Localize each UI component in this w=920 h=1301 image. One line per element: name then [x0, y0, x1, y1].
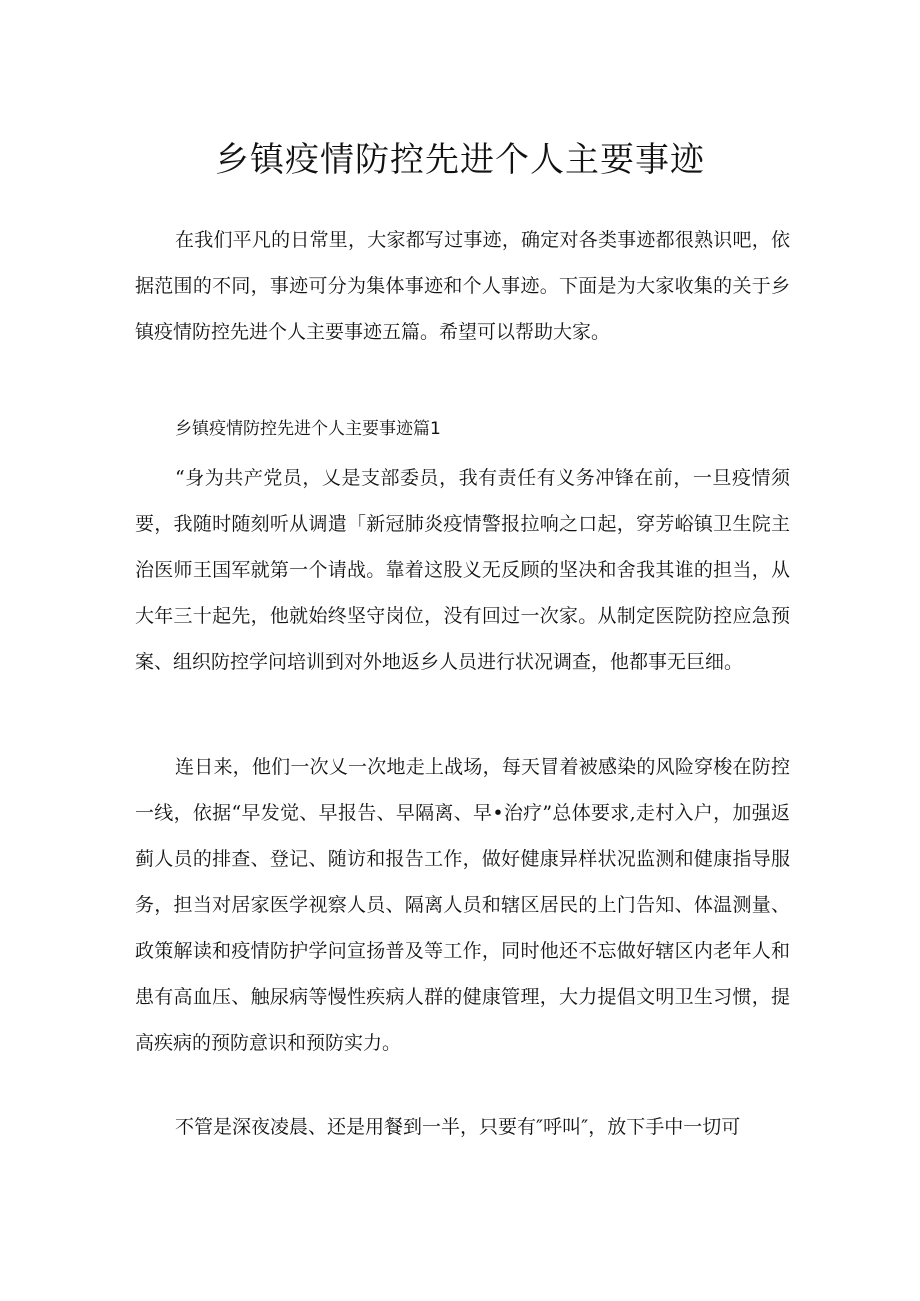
body-paragraph: 连日来，他们一次乂一次地走上战场，每天冒着被感染的风险穿梭在防控一线，依据“早发觉、早报告、早隔离、早•治疗”总体要求,走村入户，加强返蓟人员的排查、登记、随访和报告工作，做好健康异样状况监测和健康指导服务，担当对居家医学视察人员、隔离人员和辖区居民的上门告知、体温测量、政策解读和疫情防护学问宣扬普及等工作，同时他还不忘做好辖区内老年人和患有高血压、触尿病等慢性疾病人群的健康管理，大力提倡文明卫生习惯，提高疾病的预防意识和预防实力。: [135, 756, 790, 1054]
body-paragraph: 不管是深夜凌晨、还是用餐到一半，只要有″呼叫″，放下手中一切可: [175, 1116, 741, 1138]
body-paragraph: “身为共产党员，乂是支部委员，我有责任有义务冲锋在前，一旦疫情须要，我随时随刻听从调遣「新冠肺炎疫情警报拉响之口起，穿芳峪镇卫生院主治医师王国军就第一个请战。靠着这股义无反顾的坚决和舍我其谁的担当，从大年三十起先，他就始终坚守岗位，没有回过一次家。从制定医院防控应急预案、组织防控学问培训到对外地返乡人员进行状况调查，他都事无巨细。: [135, 467, 790, 673]
intro-paragraph: 在我们平凡的日常里，大家都写过事迹，确定对各类事迹都很熟识吧，依据范围的不同，事迹可分为集体事迹和个人事迹。下面是为大家收集的关于乡镇疫情防控先进个人主要事迹五篇。希望可以帮助大家。: [135, 229, 790, 343]
page-title: 乡镇疫情防控先进个人主要事迹: [215, 140, 705, 180]
section-heading: 乡镇疫情防控先进个人主要事迹篇1: [175, 419, 441, 439]
